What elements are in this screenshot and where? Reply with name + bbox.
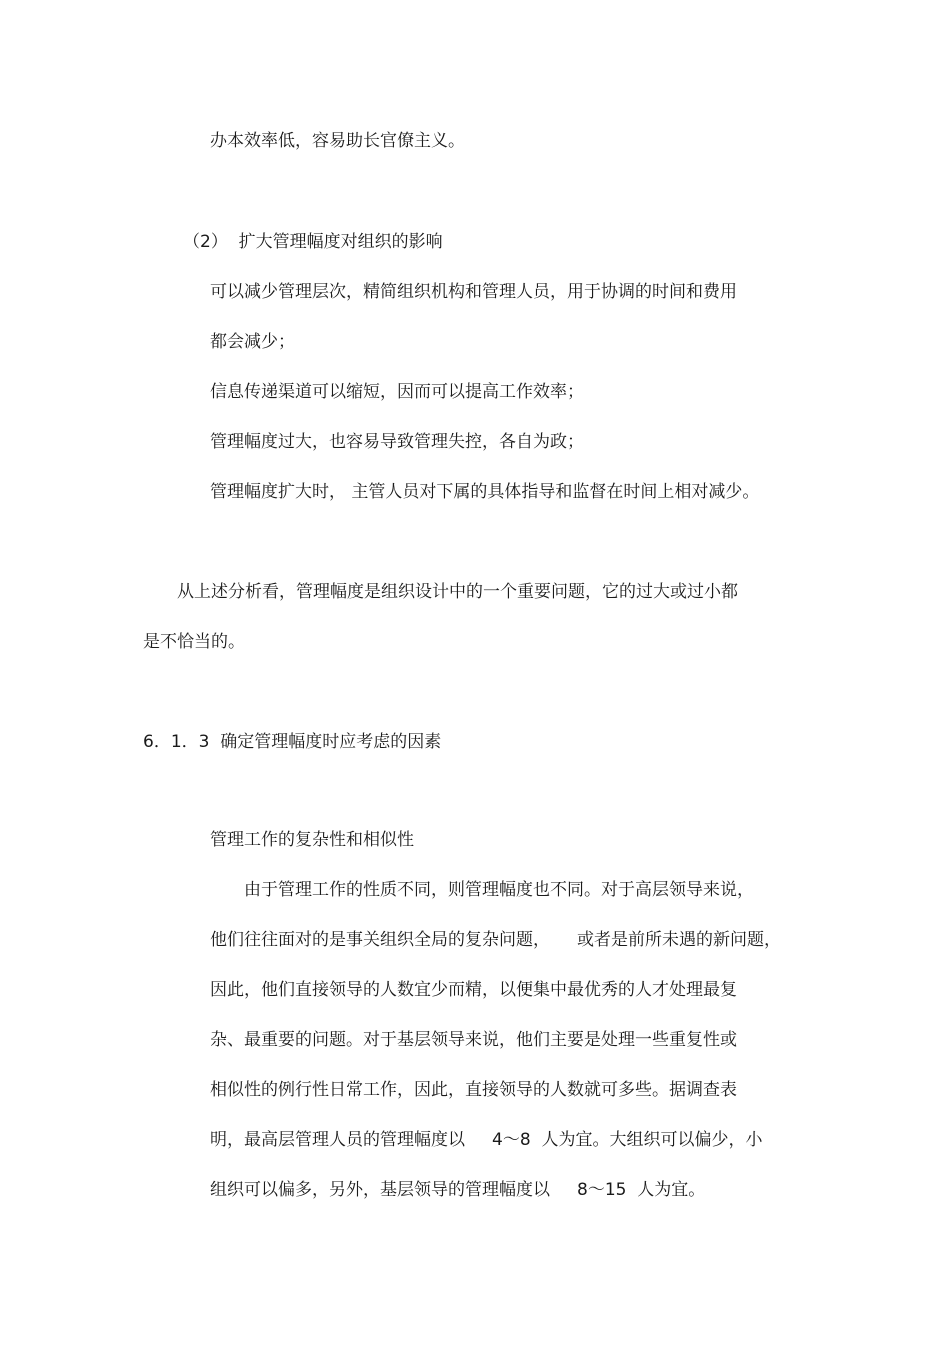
- paragraph-line: 都会减少；: [210, 332, 295, 352]
- paragraph-line: 管理幅度过大，也容易导致管理失控，各自为政；: [210, 432, 584, 452]
- paragraph-line: 相似性的例行性日常工作，因此，直接领导的人数就可多些。据调查表: [210, 1080, 737, 1100]
- paragraph-line: 由于管理工作的性质不同，则管理幅度也不同。对于高层领导来说，: [244, 880, 754, 900]
- subsection-heading: 管理工作的复杂性和相似性: [210, 830, 414, 850]
- section-heading: 6．1．3 确定管理幅度时应考虑的因素: [143, 732, 442, 752]
- paragraph-line: 可以减少管理层次，精简组织机构和管理人员，用于协调的时间和费用: [210, 282, 737, 302]
- paragraph-line: 从上述分析看，管理幅度是组织设计中的一个重要问题，它的过大或过小都: [177, 582, 738, 602]
- paragraph-line: 组织可以偏多，另外，基层领导的管理幅度以 8～15 人为宜。: [210, 1180, 706, 1200]
- paragraph-line: 杂、最重要的问题。对于基层领导来说，他们主要是处理一些重复性或: [210, 1030, 737, 1050]
- paragraph-line: 管理幅度扩大时， 主管人员对下属的具体指导和监督在时间上相对减少。: [210, 482, 760, 502]
- subsection-heading: （2） 扩大管理幅度对组织的影响: [183, 232, 443, 252]
- paragraph-line: 信息传递渠道可以缩短，因而可以提高工作效率；: [210, 382, 584, 402]
- paragraph-line: 他们往往面对的是事关组织全局的复杂问题， 或者是前所未遇的新问题，: [210, 930, 782, 950]
- paragraph-line: 办本效率低，容易助长官僚主义。: [210, 131, 465, 151]
- paragraph-line: 是不恰当的。: [143, 632, 245, 652]
- paragraph-line: 明，最高层管理人员的管理幅度以 4～8 人为宜。大组织可以偏少，小: [210, 1130, 763, 1150]
- paragraph-line: 因此，他们直接领导的人数宜少而精，以便集中最优秀的人才处理最复: [210, 980, 737, 1000]
